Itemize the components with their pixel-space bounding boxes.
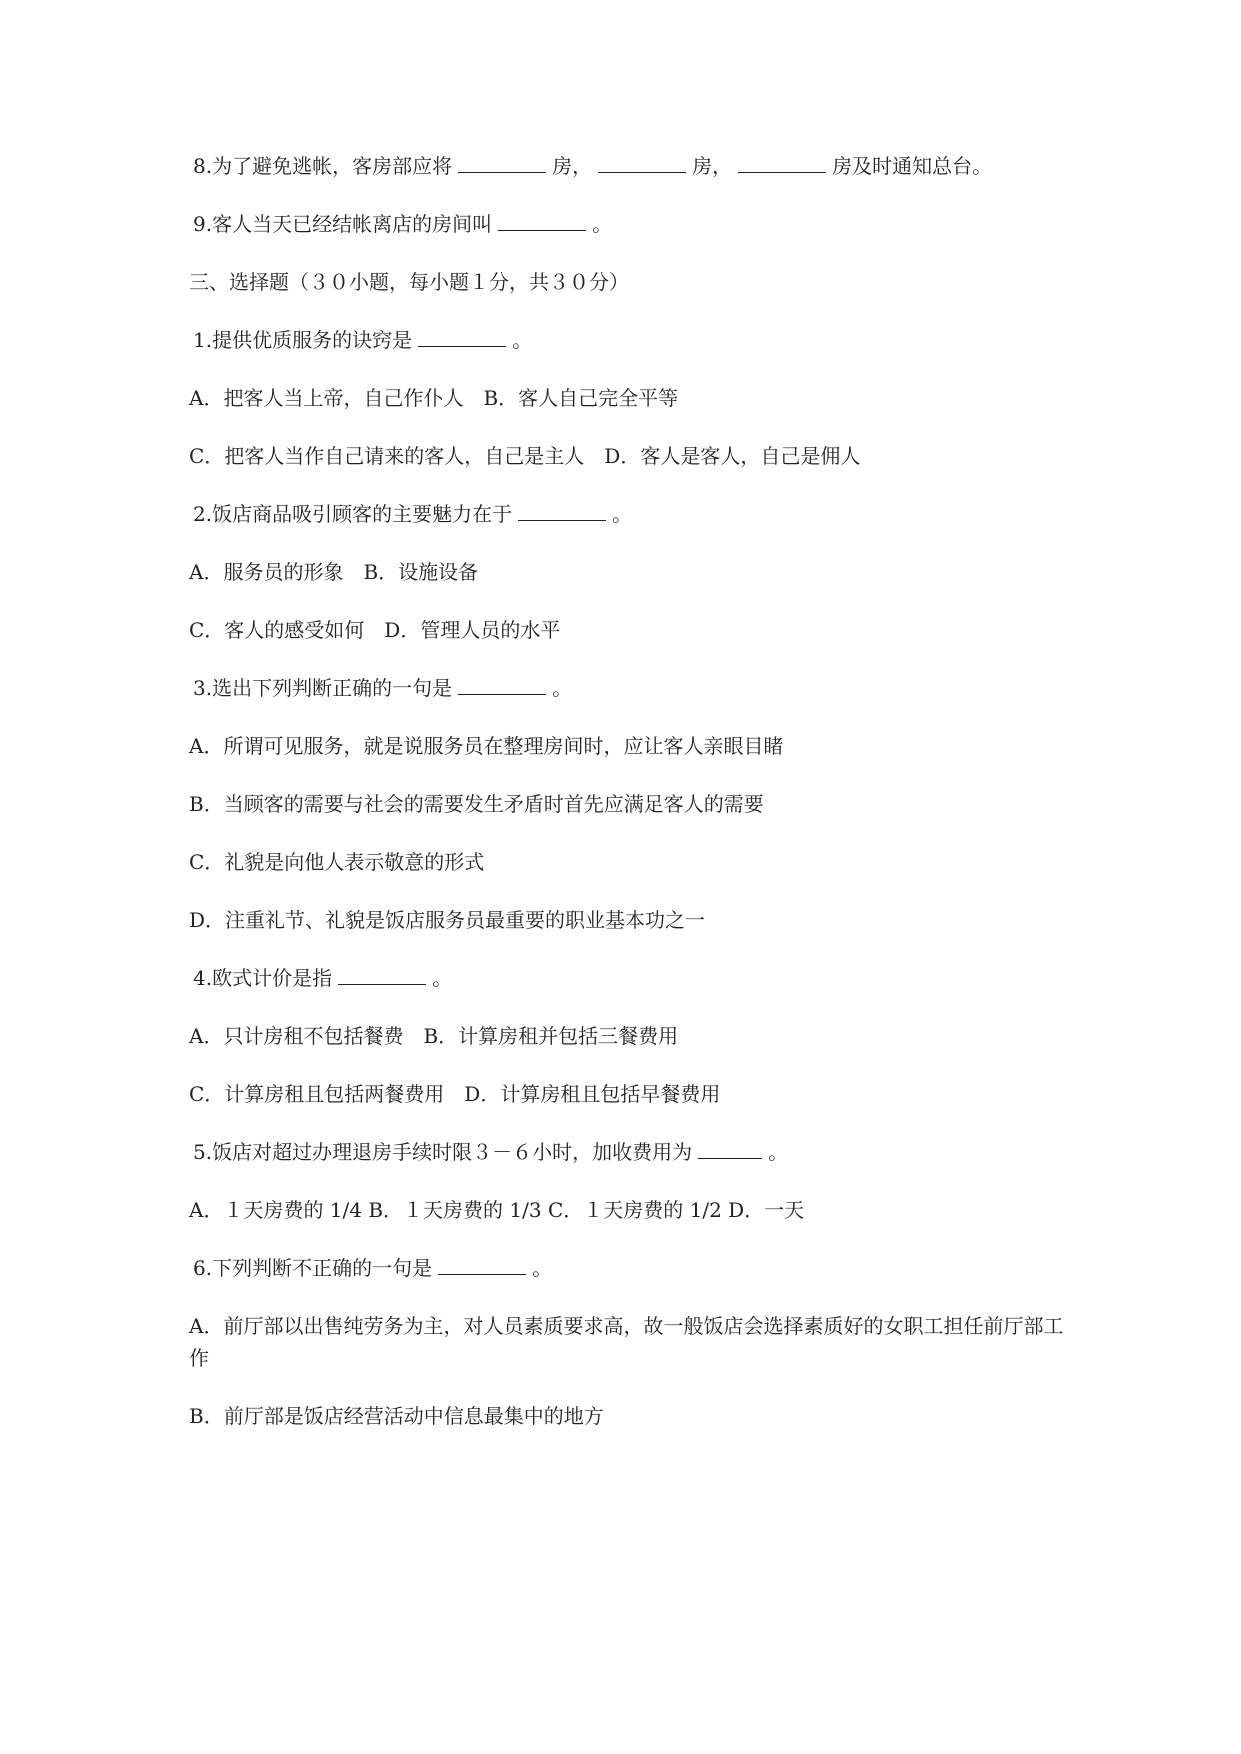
q6-option-a: A．前厅部以出售纯劳务为主，对人员素质要求高，故一般饭店会选择素质好的女职工担任前厅部工作 [189, 1314, 1064, 1370]
q8-text-1: 8.为了避免逃帐，客房部应将 [193, 154, 453, 178]
choice-question-4 [193, 962, 452, 994]
q1-options-ab: A．把客人当上帝，自己作仆人 B．客人自己完全平等 [189, 386, 679, 410]
choice-question-5 [193, 1136, 788, 1168]
q2-options-ab: A．服务员的形象 B．设施设备 [189, 560, 479, 584]
section-heading: 三、选择题（３０小题，每小题１分，共３０分） [189, 270, 629, 294]
answer-blank [698, 1138, 762, 1159]
choice-question-1 [193, 324, 532, 356]
question-8 [193, 150, 992, 182]
q9-text-1: 9.客人当天已经结帐离店的房间叫 [193, 212, 493, 236]
question-end: 。 [512, 328, 533, 352]
choice-question-6 [193, 1252, 552, 1284]
answer-blank [438, 1254, 526, 1275]
question-stem: 6.下列判断不正确的一句是 [193, 1256, 433, 1280]
question-9 [193, 208, 612, 240]
question-end: 。 [532, 1256, 553, 1280]
question-stem: 2.饭店商品吸引顾客的主要魅力在于 [193, 502, 513, 526]
q8-text-3: 房， [692, 154, 733, 178]
answer-blank [458, 674, 546, 695]
question-end: 。 [552, 676, 573, 700]
choice-question-2 [193, 498, 632, 530]
question-end: 。 [612, 502, 633, 526]
q9-text-2: 。 [592, 212, 613, 236]
answer-blank [418, 326, 506, 347]
q1-options-cd: C．把客人当作自己请来的客人，自己是主人 D．客人是客人，自己是佣人 [189, 444, 861, 468]
question-stem: 3.选出下列判断正确的一句是 [193, 676, 453, 700]
q3-option-d: D．注重礼节、礼貌是饭店服务员最重要的职业基本功之一 [189, 908, 706, 932]
q8-text-4: 房及时通知总台。 [832, 154, 993, 178]
answer-blank [458, 152, 546, 173]
question-stem: 1.提供优质服务的诀窍是 [193, 328, 413, 352]
q3-option-c: C．礼貌是向他人表示敬意的形式 [189, 850, 485, 874]
question-stem: 4.欧式计价是指 [193, 966, 333, 990]
answer-blank [498, 210, 586, 231]
q6-option-b: B．前厅部是饭店经营活动中信息最集中的地方 [189, 1404, 604, 1428]
answer-blank [518, 500, 606, 521]
question-end: 。 [768, 1140, 789, 1164]
question-end: 。 [432, 966, 453, 990]
q8-text-2: 房， [552, 154, 593, 178]
q2-options-cd: C．客人的感受如何 D．管理人员的水平 [189, 618, 561, 642]
q5-options: A．１天房费的 1/4 B．１天房费的 1/3 C．１天房费的 1/2 D．一天 [189, 1198, 805, 1222]
question-stem: 5.饭店对超过办理退房手续时限３－６小时，加收费用为 [193, 1140, 693, 1164]
q4-options-cd: C．计算房租且包括两餐费用 D．计算房租且包括早餐费用 [189, 1082, 721, 1106]
q3-option-a: A．所谓可见服务，就是说服务员在整理房间时，应让客人亲眼目睹 [189, 734, 784, 758]
answer-blank [338, 964, 426, 985]
q4-options-ab: A．只计房租不包括餐费 B．计算房租并包括三餐费用 [189, 1024, 679, 1048]
answer-blank [598, 152, 686, 173]
choice-question-3 [193, 672, 572, 704]
answer-blank [738, 152, 826, 173]
q3-option-b: B．当顾客的需要与社会的需要发生矛盾时首先应满足客人的需要 [189, 792, 764, 816]
